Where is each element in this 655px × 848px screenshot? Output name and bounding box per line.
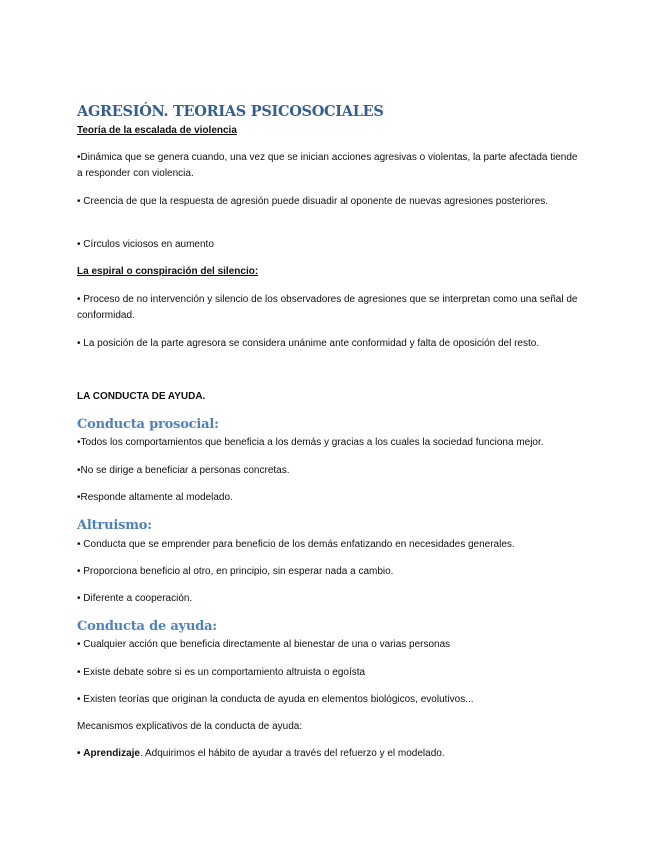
conducta-ayuda-heading: Conducta de ayuda:: [77, 619, 217, 634]
prosocial-item-3: •Responde altamente al modelado.: [77, 492, 233, 503]
prosocial-item-1: •Todos los comportamientos que beneficia a los demás y gracias a los cuales la sociedad funciona mejor.: [77, 437, 544, 448]
escalada-heading: Teoría de la escalada de violencia: [77, 125, 237, 136]
altruismo-heading: Altruismo:: [77, 518, 152, 533]
mecanismos-intro: Mecanismos explicativos de la conducta de ayuda:: [77, 721, 303, 732]
espiral-item-2: • La posición de la parte agresora se considera unánime ante conformidad y falta de oposición del resto.: [77, 338, 540, 349]
page-title: AGRESIÓN. TEORIAS PSICOSOCIALES: [77, 103, 384, 120]
conducta-ayuda-item-2: • Existe debate sobre si es un comportamiento altruista o egoísta: [77, 667, 366, 678]
altruismo-item-3: • Diferente a cooperación.: [77, 593, 193, 604]
prosocial-item-2: •No se dirige a beneficiar a personas concretas.: [77, 465, 290, 476]
prosocial-heading: Conducta prosocial:: [77, 417, 219, 432]
conducta-ayuda-item-3: • Existen teorías que originan la conducta de ayuda en elementos biológicos, evolutivos...: [77, 694, 474, 705]
espiral-item-1: • Proceso de no intervención y silencio de los observadores de agresiones que se interpretan como una señal de conformidad.: [77, 294, 578, 321]
ayuda-section-title: LA CONDUCTA DE AYUDA.: [77, 391, 206, 402]
espiral-heading: La espiral o conspiración del silencio:: [77, 266, 259, 277]
aprendizaje-item: [77, 746, 582, 762]
aprendizaje-text: . Adquirimos el hábito de ayudar a través del refuerzo y el modelado.: [139, 748, 445, 759]
altruismo-item-2: • Proporciona beneficio al otro, en principio, sin esperar nada a cambio.: [77, 566, 394, 577]
altruismo-item-1: • Conducta que se emprender para beneficio de los demás enfatizando en necesidades generales.: [77, 539, 515, 550]
escalada-item-1: •Dinámica que se genera cuando, una vez que se inician acciones agresivas o violentas, la parte afectada tiende a responder con violencia.: [77, 152, 578, 179]
conducta-ayuda-item-1: • Cualquier acción que beneficia directamente al bienestar de una o varias personas: [77, 639, 451, 650]
escalada-item-3: • Círculos viciosos en aumento: [77, 239, 214, 250]
escalada-item-2: • Creencia de que la respuesta de agresión puede disuadir al oponente de nuevas agresiones posteriores.: [77, 196, 549, 207]
aprendizaje-term: Aprendizaje: [83, 748, 140, 759]
aprendizaje-bullet: •: [77, 748, 81, 759]
